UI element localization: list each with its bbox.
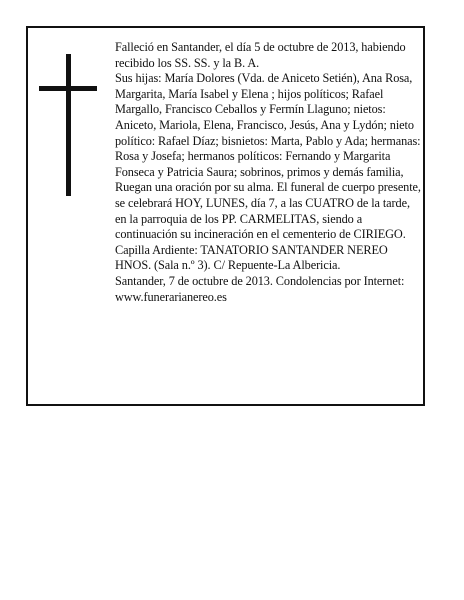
closing-paragraph: Santander, 7 de octubre de 2013. Condolencias por Internet: www.funerarianereo.es — [115, 273, 405, 304]
cross-horizontal-bar — [39, 86, 97, 91]
death-announcement-paragraph: Falleció en Santander, el día 5 de octubre de 2013, habiendo recibido los SS. SS. y la B. A. — [115, 40, 406, 70]
family-paragraph: Sus hijas: María Dolores (Vda. de Aniceto Setién), Ana Rosa, Margarita, María Isabel y Elena ; hijos políticos; Rafael Margallo, Francisco Ceballos y Fermín Llaguno; nietos: Aniceto, Mariola, Elena, Francisco, Jesús, Ana y Lydón; nieto político: Rafael Díaz; bisnietos: Marta, Pablo y Ada; hermanas: Rosa y Josefa; hermanos políticos: Fernando y Margarita Fonseca y Patricia Saura; sobrinos, primos y demás familia, — [115, 71, 421, 179]
funeral-details-paragraph: Ruegan una oración por su alma. El funeral de cuerpo presente, se celebrará HOY, LUNES, día 7, a las CUATRO de la tarde, en la parroquia de los PP. CARMELITAS, siendo a continuación su incineración en el cementerio de CIRIEGO. Capilla Ardiente: TANATORIO SANTANDER NEREO HNOS. (Sala n.º 3). C/ Repuente-La Albericia. — [115, 180, 421, 273]
obituary-text — [115, 40, 421, 305]
cross-icon — [39, 54, 97, 196]
cross-vertical-bar — [66, 54, 71, 196]
